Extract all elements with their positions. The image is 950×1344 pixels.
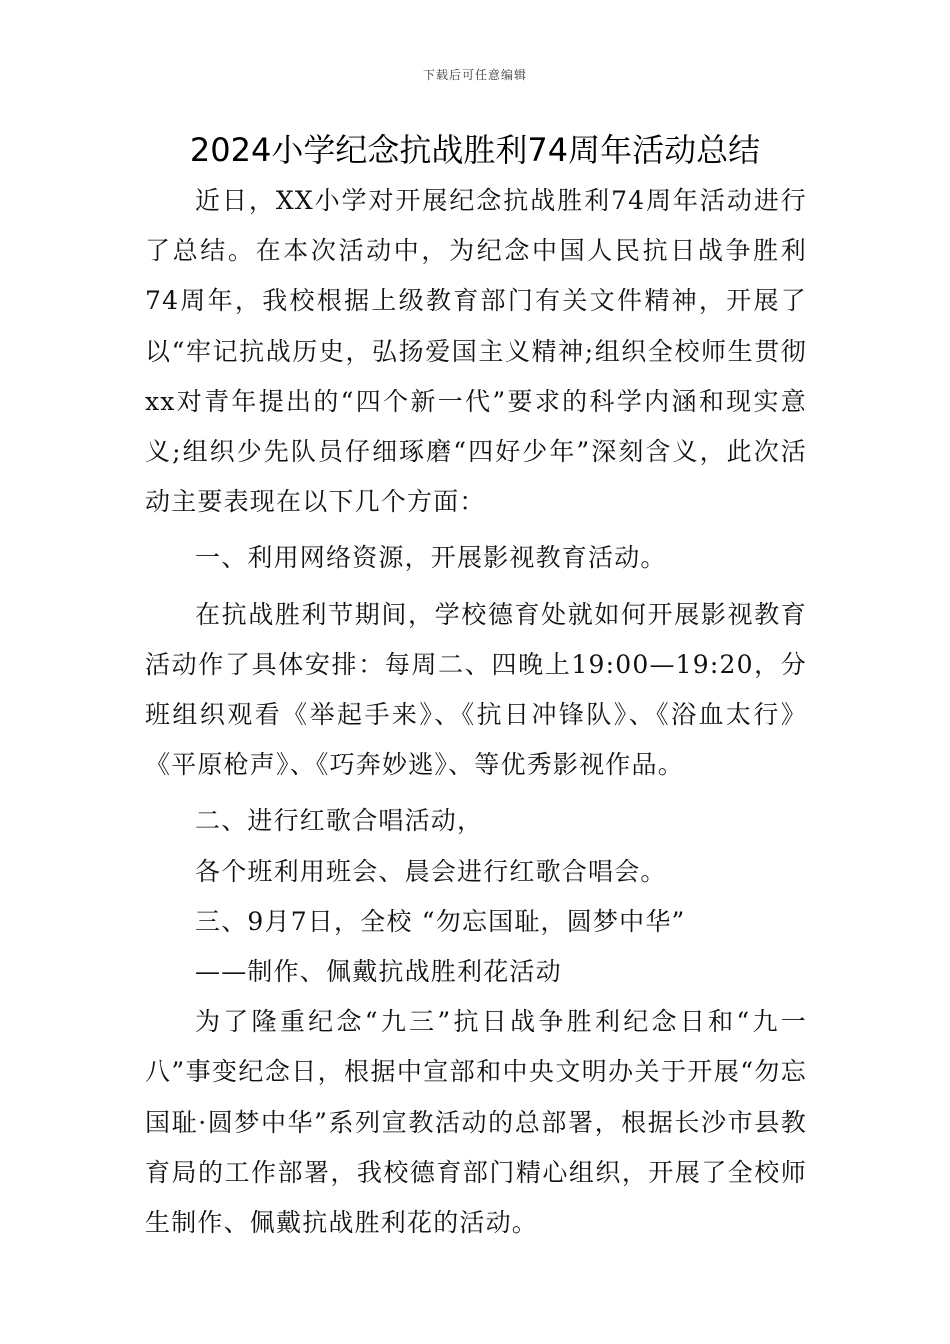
document-body (145, 176, 807, 1248)
header-note: 下载后可任意编辑 (422, 68, 527, 82)
section-heading-3: 三、9月7日，全校 “勿忘国耻，圆梦中华” (195, 906, 686, 936)
paragraph-film-education: 在抗战胜利节期间，学校德育处就如何开展影视教育活动作了具体安排：每周二、四晚上19:00—19:20，分班组织观看《举起手来》、《抗日冲锋队》、《浴血太行》《平原枪声》、《巧奔妙逃》、等优秀影视作品。 (145, 599, 807, 780)
paragraph-red-songs: 各个班利用班会、晨会进行红歌合唱会。 (195, 856, 667, 886)
section-heading-1: 一、利用网络资源，开展影视教育活动。 (195, 543, 667, 573)
section-subheading-3: ——制作、佩戴抗战胜利花活动 (195, 957, 562, 987)
section-heading-2: 二、进行红歌合唱活动， (195, 806, 484, 836)
document-title: 2024小学纪念抗战胜利74周年活动总结 (189, 131, 761, 169)
paragraph-intro: 近日，XX小学对开展纪念抗战胜利74周年活动进行了总结。在本次活动中，为纪念中国人民抗日战争胜利74周年，我校根据上级教育部门有关文件精神，开展了以“牢记抗战历史，弘扬爱国主义精神;组织全校师生贯彻xx对青年提出的“四个新一代”要求的科学内涵和现实意义;组织少先队员仔细琢磨“四好少年”深刻含义，此次活动主要表现在以下几个方面： (145, 186, 807, 517)
paragraph-victory-flower: 为了隆重纪念“九三”抗日战争胜利纪念日和“九一八”事变纪念日，根据中宣部和中央文明办关于开展“勿忘国耻·圆梦中华”系列宣教活动的总部署，根据长沙市县教育局的工作部署，我校德育部门精心组织，开展了全校师生制作、佩戴抗战胜利花的活动。 (145, 1007, 807, 1238)
